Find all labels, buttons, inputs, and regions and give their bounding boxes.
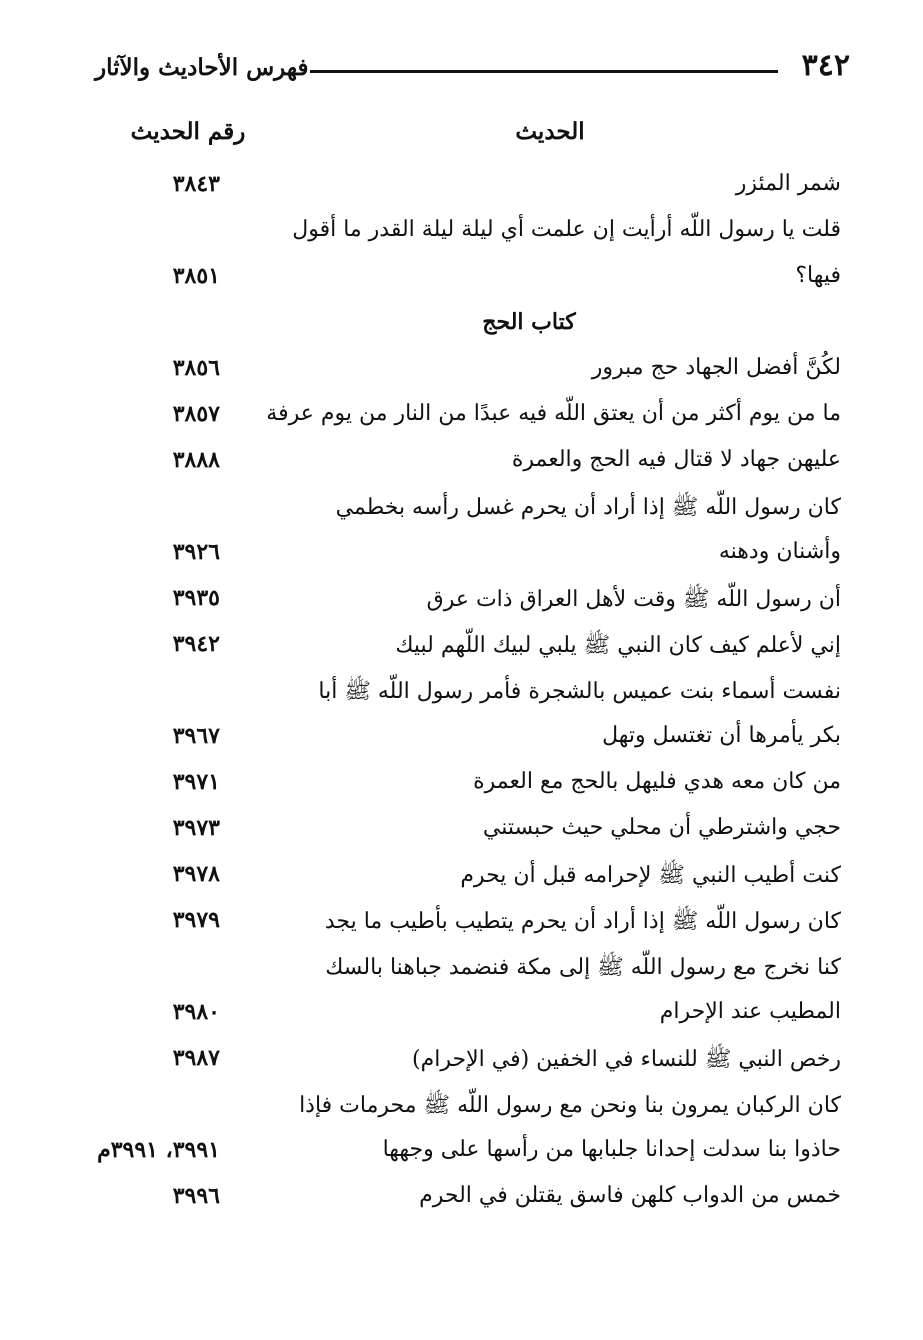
header-rule bbox=[310, 70, 778, 73]
index-row bbox=[0, 487, 923, 533]
index-row bbox=[0, 441, 923, 487]
hadith-text: كان رسول اللّه ﷺ إذا أراد أن يحرم غسل رأسه بخطمي bbox=[335, 495, 841, 520]
hadith-text: نفست أسماء بنت عميس بالشجرة فأمر رسول اللّه ﷺ أبا bbox=[318, 679, 841, 704]
index-row bbox=[0, 625, 923, 671]
hadith-text: عليهن جهاد لا قتال فيه الحج والعمرة bbox=[511, 447, 841, 472]
column-header-number: رقم الحديث bbox=[130, 118, 246, 145]
hadith-number: ٣٩٨٧ bbox=[172, 1045, 220, 1071]
hadith-number: ٣٩٤٢ bbox=[172, 631, 220, 657]
index-row bbox=[0, 395, 923, 441]
index-row bbox=[0, 1085, 923, 1131]
hadith-number: ٣٩٧٨ bbox=[172, 861, 220, 887]
hadith-text: ما من يوم أكثر من أن يعتق اللّه فيه عبدًا من النار من يوم عرفة bbox=[266, 401, 841, 426]
hadith-text: المطيب عند الإحرام bbox=[659, 999, 841, 1024]
index-row bbox=[0, 947, 923, 993]
hadith-text: من كان معه هدي فليهل بالحج مع العمرة bbox=[473, 769, 841, 794]
index-row bbox=[0, 165, 923, 211]
page-number: ٣٤٢ bbox=[801, 48, 850, 83]
hadith-text: بكر يأمرها أن تغتسل وتهل bbox=[602, 723, 841, 748]
hadith-number: ٣٨٥١ bbox=[172, 263, 220, 289]
hadith-text: فيها؟ bbox=[795, 263, 841, 288]
index-row bbox=[0, 257, 923, 303]
hadith-number: ٣٩٣٥ bbox=[172, 585, 220, 611]
index-row bbox=[0, 349, 923, 395]
index-row bbox=[0, 993, 923, 1039]
hadith-number: ٣٩٧١ bbox=[172, 769, 220, 795]
running-title: فهرس الأحاديث والآثار bbox=[95, 54, 309, 81]
hadith-number: ٣٩٧٣ bbox=[172, 815, 220, 841]
hadith-text: خمس من الدواب كلهن فاسق يقتلن في الحرم bbox=[419, 1183, 841, 1208]
section-heading-row bbox=[0, 303, 923, 349]
hadith-number: ٣٩٢٦ bbox=[172, 539, 220, 565]
hadith-text: كان الركبان يمرون بنا ونحن مع رسول اللّه ﷺ محرمات فإذا bbox=[299, 1093, 841, 1118]
hadith-text: قلت يا رسول اللّه أرأيت إن علمت أي ليلة ليلة القدر ما أقول bbox=[292, 217, 841, 242]
hadith-number: ٣٩٧٩ bbox=[172, 907, 220, 933]
hadith-text: حاذوا بنا سدلت إحدانا جلبابها من رأسها على وجهها bbox=[382, 1137, 841, 1162]
index-row bbox=[0, 855, 923, 901]
hadith-number: ٣٩٩١، ٣٩٩١م bbox=[97, 1137, 220, 1163]
hadith-text: رخص النبي ﷺ للنساء في الخفين (في الإحرام) bbox=[412, 1047, 841, 1072]
section-heading: كتاب الحج bbox=[482, 309, 576, 335]
hadith-index bbox=[0, 165, 923, 1223]
hadith-number: ٣٨٥٦ bbox=[172, 355, 220, 381]
index-row bbox=[0, 901, 923, 947]
hadith-text: كنا نخرج مع رسول اللّه ﷺ إلى مكة فنضمد جباهنا بالسك bbox=[325, 955, 841, 980]
hadith-number: ٣٨٥٧ bbox=[172, 401, 220, 427]
hadith-text: كنت أطيب النبي ﷺ لإحرامه قبل أن يحرم bbox=[460, 863, 841, 888]
hadith-number: ٣٨٨٨ bbox=[172, 447, 220, 473]
index-row bbox=[0, 533, 923, 579]
hadith-text: وأشنان ودهنه bbox=[718, 539, 841, 564]
hadith-number: ٣٩٦٧ bbox=[172, 723, 220, 749]
hadith-text: إني لأعلم كيف كان النبي ﷺ يلبي لبيك اللّهم لبيك bbox=[395, 633, 841, 658]
hadith-text: لكُنَّ أفضل الجهاد حج مبرور bbox=[591, 355, 841, 380]
index-row bbox=[0, 717, 923, 763]
page-header bbox=[95, 48, 850, 98]
hadith-text: شمر المئزر bbox=[735, 171, 841, 196]
index-row bbox=[0, 1177, 923, 1223]
index-row bbox=[0, 579, 923, 625]
index-row bbox=[0, 211, 923, 257]
hadith-number: ٣٩٩٦ bbox=[172, 1183, 220, 1209]
hadith-number: ٣٨٤٣ bbox=[172, 171, 220, 197]
hadith-text: كان رسول اللّه ﷺ إذا أراد أن يحرم يتطيب بأطيب ما يجد bbox=[324, 909, 841, 934]
column-header-hadith: الحديث bbox=[515, 118, 585, 145]
index-row bbox=[0, 763, 923, 809]
hadith-number: ٣٩٨٠ bbox=[172, 999, 220, 1025]
index-row bbox=[0, 1039, 923, 1085]
index-row bbox=[0, 1131, 923, 1177]
hadith-text: أن رسول اللّه ﷺ وقت لأهل العراق ذات عرق bbox=[426, 587, 841, 612]
hadith-text: حجي واشترطي أن محلي حيث حبستني bbox=[482, 815, 841, 840]
index-row bbox=[0, 809, 923, 855]
index-row bbox=[0, 671, 923, 717]
